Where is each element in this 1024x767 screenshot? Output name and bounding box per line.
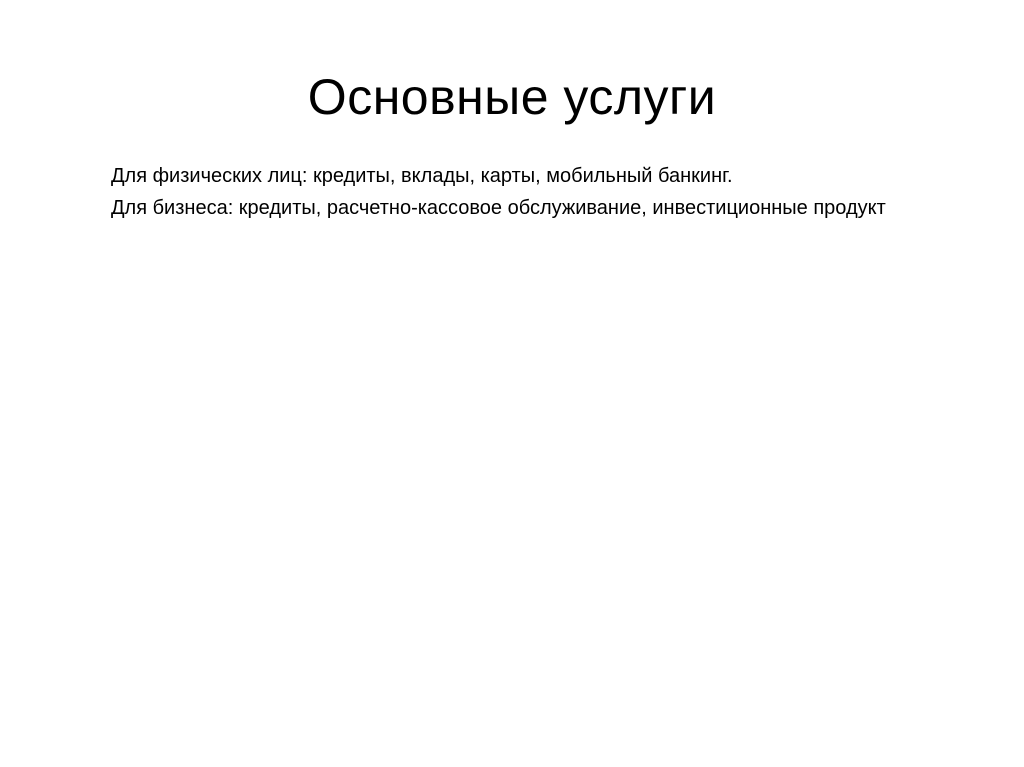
slide-title: Основные услуги — [307, 69, 717, 125]
slide-body — [111, 160, 886, 224]
body-line-business: Для бизнеса: кредиты, расчетно-кассовое обслуживание, инвестиционные продукт — [111, 197, 886, 219]
body-line-individuals: Для физических лиц: кредиты, вклады, карты, мобильный банкинг. — [111, 165, 733, 187]
